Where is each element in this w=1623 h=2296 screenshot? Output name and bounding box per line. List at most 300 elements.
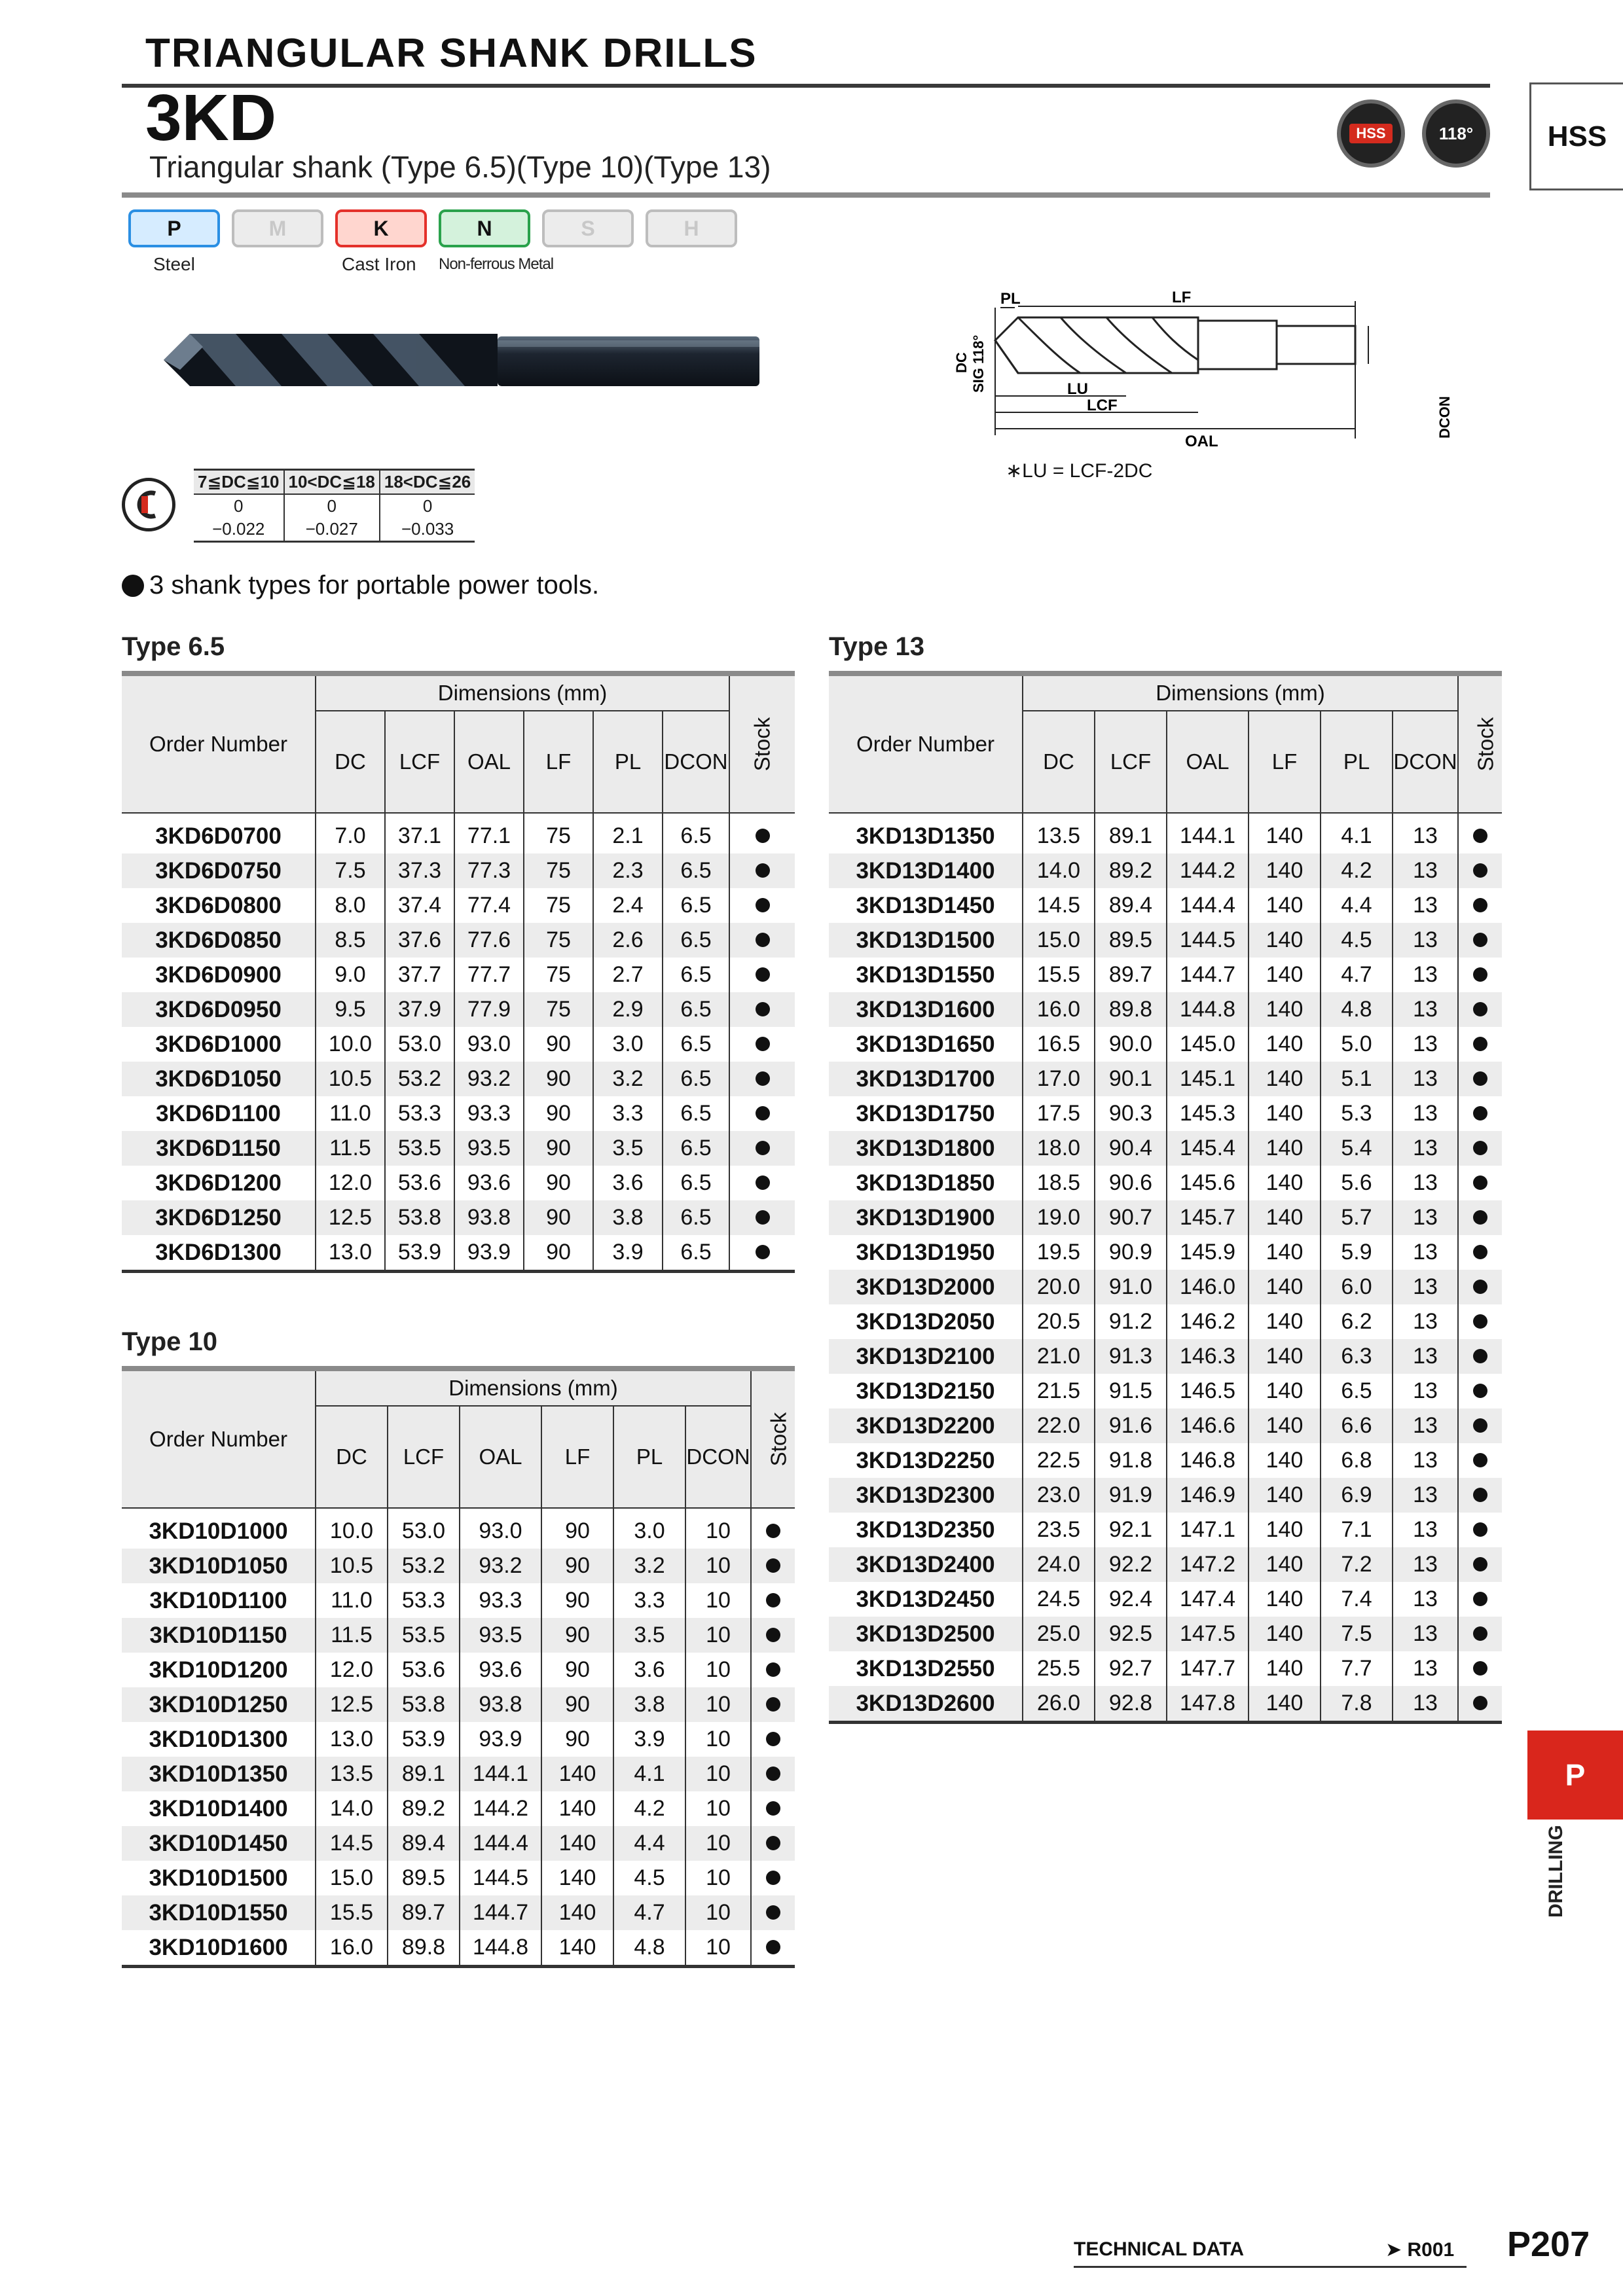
dcon-cell: 6.5 — [663, 1027, 729, 1062]
section-tab-drilling[interactable] — [1545, 1826, 1578, 1924]
dcon-cell: 6.5 — [663, 1166, 729, 1200]
lf-cell: 140 — [1249, 1096, 1321, 1131]
order-number-cell: 3KD13D2000 — [829, 1270, 1023, 1304]
stock-cell — [1458, 1686, 1502, 1723]
lf-cell: 75 — [524, 923, 593, 958]
table-row — [122, 1508, 795, 1549]
table-row — [829, 813, 1502, 853]
lcf-cell: 90.6 — [1095, 1166, 1167, 1200]
table-row — [122, 1235, 795, 1272]
lf-cell: 140 — [1249, 813, 1321, 853]
diagram-label-lu: LU — [1067, 380, 1088, 398]
dcon-cell: 6.5 — [663, 1096, 729, 1131]
table-row — [122, 1131, 795, 1166]
order-number-cell: 3KD6D0900 — [122, 958, 316, 992]
pl-cell: 3.9 — [613, 1722, 685, 1757]
dcon-cell: 13 — [1393, 1131, 1458, 1166]
dcon-cell: 10 — [685, 1895, 751, 1930]
in-stock-icon — [766, 1524, 780, 1538]
order-number-cell: 3KD10D1400 — [122, 1791, 316, 1826]
dc-cell: 10.0 — [316, 1027, 385, 1062]
oal-cell: 77.6 — [454, 923, 524, 958]
lcf-cell: 89.1 — [1095, 813, 1167, 853]
dc-cell: 15.0 — [1023, 923, 1095, 958]
column-header-dc: DC — [316, 1406, 388, 1508]
dcon-cell: 13 — [1393, 853, 1458, 888]
pl-cell: 3.9 — [593, 1235, 663, 1272]
table-row — [829, 958, 1502, 992]
column-header-oal: OAL — [454, 711, 524, 813]
in-stock-icon — [766, 1905, 780, 1920]
dc-cell: 8.5 — [316, 923, 385, 958]
tolerance-lower: −0.022 — [212, 519, 265, 539]
lf-cell: 140 — [1249, 1617, 1321, 1651]
table-row — [829, 1478, 1502, 1513]
in-stock-icon — [1473, 1210, 1487, 1225]
material-p-tab[interactable]: P — [1527, 1731, 1623, 1820]
order-number-cell: 3KD13D1750 — [829, 1096, 1023, 1131]
lcf-cell: 91.6 — [1095, 1408, 1167, 1443]
lcf-cell: 91.8 — [1095, 1443, 1167, 1478]
dc-cell: 15.5 — [1023, 958, 1095, 992]
in-stock-icon — [1473, 1522, 1487, 1537]
dc-cell: 21.5 — [1023, 1374, 1095, 1408]
tolerance-icon — [122, 478, 175, 531]
lcf-cell: 91.2 — [1095, 1304, 1167, 1339]
table-row — [829, 1200, 1502, 1235]
order-number-cell: 3KD10D1250 — [122, 1687, 316, 1722]
material-h-box: H — [646, 209, 737, 247]
lf-cell: 90 — [541, 1618, 613, 1653]
dc-cell: 16.0 — [1023, 992, 1095, 1027]
stock-cell — [751, 1653, 795, 1687]
lf-cell: 140 — [1249, 1408, 1321, 1443]
dcon-cell: 10 — [685, 1653, 751, 1687]
stock-cell — [1458, 1131, 1502, 1166]
pl-cell: 3.0 — [593, 1027, 663, 1062]
in-stock-icon — [1473, 1002, 1487, 1016]
order-number-cell: 3KD10D1300 — [122, 1722, 316, 1757]
column-header-pl: PL — [1321, 711, 1393, 813]
stock-cell — [751, 1508, 795, 1549]
oal-cell: 144.5 — [460, 1861, 541, 1895]
lf-cell: 140 — [541, 1791, 613, 1826]
diagram-label-lcf: LCF — [1087, 397, 1118, 414]
feature-text: 3 shank types for portable power tools. — [149, 571, 600, 600]
material-p-box: P — [128, 209, 220, 247]
dc-cell: 13.5 — [316, 1757, 388, 1791]
table-row — [122, 958, 795, 992]
lf-cell: 90 — [524, 1200, 593, 1235]
dcon-cell: 10 — [685, 1583, 751, 1618]
stock-cell — [751, 1687, 795, 1722]
stock-cell — [751, 1861, 795, 1895]
order-number-cell: 3KD10D1200 — [122, 1653, 316, 1687]
pl-cell: 6.6 — [1321, 1408, 1393, 1443]
stock-cell — [729, 1200, 795, 1235]
in-stock-icon — [1473, 1453, 1487, 1467]
pl-cell: 2.3 — [593, 853, 663, 888]
pl-cell: 6.8 — [1321, 1443, 1393, 1478]
column-header-oal: OAL — [460, 1406, 541, 1508]
lcf-cell: 91.9 — [1095, 1478, 1167, 1513]
lf-cell: 75 — [524, 958, 593, 992]
table-row — [122, 853, 795, 888]
diagram-label-dc: DC — [953, 352, 970, 373]
pl-cell: 6.3 — [1321, 1339, 1393, 1374]
dcon-cell: 13 — [1393, 1270, 1458, 1304]
lf-cell: 90 — [524, 1166, 593, 1200]
lf-cell: 75 — [524, 888, 593, 923]
pl-cell: 7.8 — [1321, 1686, 1393, 1723]
table-row — [122, 1722, 795, 1757]
table-row — [122, 1549, 795, 1583]
in-stock-icon — [766, 1801, 780, 1816]
table-row — [829, 1096, 1502, 1131]
pl-cell: 4.5 — [613, 1861, 685, 1895]
dcon-cell: 10 — [685, 1757, 751, 1791]
stock-cell — [751, 1549, 795, 1583]
diagram-note: ∗LU = LCF-2DC — [1006, 460, 1153, 482]
stock-cell — [729, 923, 795, 958]
dc-cell: 16.0 — [316, 1930, 388, 1967]
pl-cell: 5.1 — [1321, 1062, 1393, 1096]
oal-cell: 77.3 — [454, 853, 524, 888]
dc-cell: 12.5 — [316, 1200, 385, 1235]
lcf-cell: 89.2 — [388, 1791, 460, 1826]
stock-cell — [1458, 1304, 1502, 1339]
lcf-cell: 90.1 — [1095, 1062, 1167, 1096]
order-number-cell: 3KD13D1650 — [829, 1027, 1023, 1062]
spec-table-type10 — [122, 1366, 795, 1968]
stock-cell — [729, 853, 795, 888]
in-stock-icon — [1473, 933, 1487, 947]
stock-cell — [1458, 1617, 1502, 1651]
lf-cell: 140 — [1249, 1062, 1321, 1096]
oal-cell: 147.8 — [1167, 1686, 1249, 1723]
lf-cell: 140 — [1249, 1235, 1321, 1270]
order-number-cell: 3KD10D1350 — [122, 1757, 316, 1791]
footer-ref-code: R001 — [1407, 2239, 1455, 2261]
order-number-cell: 3KD10D1500 — [122, 1861, 316, 1895]
table-row — [829, 1547, 1502, 1582]
lf-cell: 140 — [1249, 1513, 1321, 1547]
stock-header-label: Stock — [1473, 717, 1498, 772]
dcon-cell: 13 — [1393, 1166, 1458, 1200]
dcon-cell: 13 — [1393, 958, 1458, 992]
lcf-cell: 92.2 — [1095, 1547, 1167, 1582]
table-row — [122, 813, 795, 853]
pl-cell: 5.0 — [1321, 1027, 1393, 1062]
dc-cell: 10.5 — [316, 1549, 388, 1583]
lf-cell: 140 — [1249, 1027, 1321, 1062]
stock-cell — [1458, 1027, 1502, 1062]
pl-cell: 4.1 — [1321, 813, 1393, 853]
in-stock-icon — [1473, 1175, 1487, 1190]
order-number-cell: 3KD13D2450 — [829, 1582, 1023, 1617]
in-stock-icon — [756, 967, 770, 982]
lcf-cell: 90.9 — [1095, 1235, 1167, 1270]
lf-cell: 90 — [524, 1027, 593, 1062]
footer-technical-data: TECHNICAL DATA — [1074, 2238, 1244, 2260]
oal-cell: 146.8 — [1167, 1443, 1249, 1478]
tolerance-table — [194, 469, 475, 543]
table-row — [122, 1861, 795, 1895]
in-stock-icon — [756, 863, 770, 878]
pl-cell: 3.6 — [593, 1166, 663, 1200]
lf-cell: 140 — [541, 1757, 613, 1791]
stock-cell — [1458, 1478, 1502, 1513]
order-number-cell: 3KD13D2100 — [829, 1339, 1023, 1374]
oal-cell: 145.4 — [1167, 1131, 1249, 1166]
dcon-cell: 10 — [685, 1549, 751, 1583]
table-row — [122, 1791, 795, 1826]
order-number-cell: 3KD6D1300 — [122, 1235, 316, 1272]
pl-cell: 6.5 — [1321, 1374, 1393, 1408]
dc-cell: 23.0 — [1023, 1478, 1095, 1513]
dcon-cell: 6.5 — [663, 992, 729, 1027]
table-row — [829, 1027, 1502, 1062]
table-row — [829, 1582, 1502, 1617]
oal-cell: 144.4 — [1167, 888, 1249, 923]
order-number-cell: 3KD6D1150 — [122, 1131, 316, 1166]
dcon-cell: 13 — [1393, 1513, 1458, 1547]
table-row — [122, 1757, 795, 1791]
oal-cell: 147.1 — [1167, 1513, 1249, 1547]
stock-cell — [1458, 992, 1502, 1027]
table-row — [829, 1062, 1502, 1096]
stock-cell — [729, 992, 795, 1027]
table-row — [122, 923, 795, 958]
dc-cell: 7.0 — [316, 813, 385, 853]
lcf-cell: 37.7 — [385, 958, 454, 992]
dcon-cell: 13 — [1393, 1096, 1458, 1131]
lf-cell: 140 — [541, 1895, 613, 1930]
lcf-cell: 90.3 — [1095, 1096, 1167, 1131]
table-row — [122, 1895, 795, 1930]
pl-cell: 2.6 — [593, 923, 663, 958]
oal-cell: 146.9 — [1167, 1478, 1249, 1513]
oal-cell: 147.7 — [1167, 1651, 1249, 1686]
lf-cell: 140 — [1249, 958, 1321, 992]
stock-header — [1458, 673, 1502, 813]
in-stock-icon — [1473, 1245, 1487, 1259]
lcf-cell: 53.5 — [385, 1131, 454, 1166]
dc-cell: 13.5 — [1023, 813, 1095, 853]
pl-cell: 7.4 — [1321, 1582, 1393, 1617]
order-number-cell: 3KD10D1000 — [122, 1508, 316, 1549]
dc-cell: 11.0 — [316, 1096, 385, 1131]
oal-cell: 146.3 — [1167, 1339, 1249, 1374]
oal-cell: 93.5 — [454, 1131, 524, 1166]
in-stock-icon — [766, 1767, 780, 1781]
in-stock-icon — [756, 1141, 770, 1155]
pl-cell: 5.4 — [1321, 1131, 1393, 1166]
diagram-label-oal: OAL — [1185, 433, 1218, 450]
in-stock-icon — [766, 1662, 780, 1677]
lcf-cell: 53.6 — [385, 1166, 454, 1200]
oal-cell: 93.6 — [454, 1166, 524, 1200]
dc-cell: 18.0 — [1023, 1131, 1095, 1166]
stock-cell — [751, 1618, 795, 1653]
pl-cell: 3.5 — [613, 1618, 685, 1653]
arrow-right-icon: ➤ — [1385, 2239, 1402, 2261]
dc-cell: 24.5 — [1023, 1582, 1095, 1617]
in-stock-icon — [1473, 967, 1487, 982]
order-number-cell: 3KD13D1550 — [829, 958, 1023, 992]
dcon-cell: 6.5 — [663, 813, 729, 853]
dc-cell: 12.5 — [316, 1687, 388, 1722]
in-stock-icon — [1473, 1488, 1487, 1502]
dcon-cell: 13 — [1393, 1235, 1458, 1270]
material-n-box: N — [439, 209, 530, 247]
stock-header — [751, 1369, 795, 1508]
lf-cell: 140 — [1249, 1339, 1321, 1374]
pl-cell: 5.6 — [1321, 1166, 1393, 1200]
pl-cell: 7.1 — [1321, 1513, 1393, 1547]
dcon-cell: 13 — [1393, 1408, 1458, 1443]
order-number-cell: 3KD13D2500 — [829, 1617, 1023, 1651]
dcon-cell: 10 — [685, 1791, 751, 1826]
oal-cell: 146.0 — [1167, 1270, 1249, 1304]
tolerance-lower: −0.027 — [284, 518, 380, 542]
order-number-cell: 3KD10D1150 — [122, 1618, 316, 1653]
dcon-cell: 13 — [1393, 1443, 1458, 1478]
page-heading: TRIANGULAR SHANK DRILLS — [145, 31, 757, 76]
order-number-cell: 3KD6D0750 — [122, 853, 316, 888]
lcf-cell: 53.3 — [385, 1096, 454, 1131]
table-row — [829, 853, 1502, 888]
table-row — [122, 1027, 795, 1062]
oal-cell: 77.4 — [454, 888, 524, 923]
lcf-cell: 53.2 — [385, 1062, 454, 1096]
order-number-cell: 3KD13D2350 — [829, 1513, 1023, 1547]
dc-cell: 22.0 — [1023, 1408, 1095, 1443]
dc-cell: 11.0 — [316, 1583, 388, 1618]
lcf-cell: 89.2 — [1095, 853, 1167, 888]
dcon-cell: 6.5 — [663, 923, 729, 958]
stock-cell — [751, 1930, 795, 1967]
tolerance-header: 10<DC≦18 — [284, 470, 380, 495]
dc-cell: 14.5 — [316, 1826, 388, 1861]
order-number-cell: 3KD6D1250 — [122, 1200, 316, 1235]
lf-cell: 75 — [524, 992, 593, 1027]
spec-table-type13 — [829, 671, 1502, 1724]
dc-cell: 20.0 — [1023, 1270, 1095, 1304]
order-number-cell: 3KD6D0700 — [122, 813, 316, 853]
stock-cell — [729, 813, 795, 853]
section-tab-label: DRILLING — [1545, 1825, 1567, 1918]
lf-cell: 140 — [1249, 1200, 1321, 1235]
in-stock-icon — [1473, 1314, 1487, 1329]
in-stock-icon — [1473, 1696, 1487, 1710]
table-row — [122, 1166, 795, 1200]
dcon-cell: 10 — [685, 1930, 751, 1967]
dc-cell: 19.0 — [1023, 1200, 1095, 1235]
dcon-cell: 13 — [1393, 1304, 1458, 1339]
material-p-label: Steel — [153, 254, 195, 274]
footer-reference-link[interactable] — [1385, 2238, 1454, 2261]
lf-cell: 140 — [1249, 888, 1321, 923]
order-number-cell: 3KD6D0950 — [122, 992, 316, 1027]
stock-header — [729, 673, 795, 813]
oal-cell: 147.2 — [1167, 1547, 1249, 1582]
order-number-cell: 3KD13D1350 — [829, 813, 1023, 853]
dimensions-header: Dimensions (mm) — [1023, 673, 1458, 711]
spec-table-type65 — [122, 671, 795, 1273]
pl-cell: 7.5 — [1321, 1617, 1393, 1651]
lcf-cell: 92.5 — [1095, 1617, 1167, 1651]
lf-cell: 140 — [1249, 1582, 1321, 1617]
stock-cell — [1458, 1443, 1502, 1478]
order-number-cell: 3KD10D1050 — [122, 1549, 316, 1583]
dc-cell: 7.5 — [316, 853, 385, 888]
table-row — [122, 1200, 795, 1235]
dcon-cell: 13 — [1393, 813, 1458, 853]
lf-cell: 90 — [524, 1062, 593, 1096]
dc-cell: 25.0 — [1023, 1617, 1095, 1651]
order-number-cell: 3KD13D1950 — [829, 1235, 1023, 1270]
dcon-cell: 10 — [685, 1687, 751, 1722]
order-number-cell: 3KD6D1000 — [122, 1027, 316, 1062]
stock-cell — [729, 958, 795, 992]
in-stock-icon — [756, 933, 770, 947]
in-stock-icon — [1473, 1071, 1487, 1086]
order-number-cell: 3KD13D2300 — [829, 1478, 1023, 1513]
oal-cell: 93.5 — [460, 1618, 541, 1653]
lf-cell: 90 — [524, 1131, 593, 1166]
in-stock-icon — [1473, 1418, 1487, 1433]
table-row — [829, 1443, 1502, 1478]
dimensions-header: Dimensions (mm) — [316, 1369, 751, 1406]
lf-cell: 140 — [1249, 923, 1321, 958]
table-row — [829, 1513, 1502, 1547]
order-number-header: Order Number — [122, 1369, 316, 1508]
pl-cell: 6.9 — [1321, 1478, 1393, 1513]
table-row — [122, 1653, 795, 1687]
order-number-cell: 3KD6D0800 — [122, 888, 316, 923]
column-header-lcf: LCF — [385, 711, 454, 813]
dcon-cell: 10 — [685, 1826, 751, 1861]
lcf-cell: 89.8 — [388, 1930, 460, 1967]
dcon-cell: 6.5 — [663, 888, 729, 923]
in-stock-icon — [1473, 898, 1487, 912]
dcon-cell: 13 — [1393, 992, 1458, 1027]
oal-cell: 144.8 — [1167, 992, 1249, 1027]
table-row — [829, 1235, 1502, 1270]
oal-cell: 145.0 — [1167, 1027, 1249, 1062]
lcf-cell: 89.4 — [1095, 888, 1167, 923]
dcon-cell: 13 — [1393, 1478, 1458, 1513]
pl-cell: 5.3 — [1321, 1096, 1393, 1131]
stock-cell — [751, 1895, 795, 1930]
table-row — [829, 1374, 1502, 1408]
oal-cell: 144.1 — [1167, 813, 1249, 853]
table-row — [122, 1618, 795, 1653]
table-row — [829, 992, 1502, 1027]
in-stock-icon — [766, 1558, 780, 1573]
lcf-cell: 53.9 — [388, 1722, 460, 1757]
dimension-diagram — [910, 288, 1486, 458]
table-row — [122, 992, 795, 1027]
lcf-cell: 90.7 — [1095, 1200, 1167, 1235]
stock-cell — [751, 1757, 795, 1791]
column-header-lf: LF — [524, 711, 593, 813]
pl-cell: 4.2 — [613, 1791, 685, 1826]
lcf-cell: 53.2 — [388, 1549, 460, 1583]
in-stock-icon — [756, 1002, 770, 1016]
oal-cell: 144.1 — [460, 1757, 541, 1791]
